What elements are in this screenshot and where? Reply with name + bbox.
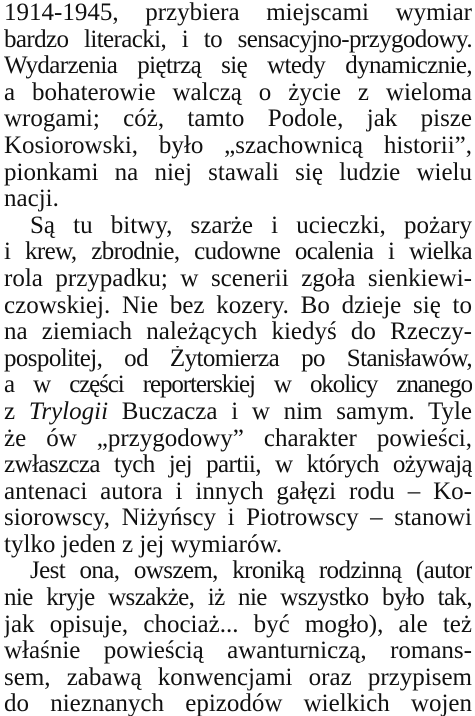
text-line: nie kryje wszakże, iż nie wszystko było tak, — [4, 585, 472, 612]
text-line: pospolitej, od Żytomierza po Stanisławów, — [4, 345, 472, 372]
article-column — [4, 0, 472, 716]
text-line: Są tu bitwy, szarże i ucieczki, pożary — [30, 212, 472, 239]
text-line: czowskiej. Nie bez kozery. Bo dzieje się to — [4, 292, 472, 319]
text-line: 1914-1945, przybiera miejscami wymiar — [4, 0, 472, 26]
text-line — [4, 399, 472, 426]
book-title-italic: Trylogii — [28, 398, 109, 425]
paragraph-2 — [4, 213, 472, 559]
text-line: antenaci autora i innych gałęzi rodu – Ko- — [4, 478, 472, 505]
text-line: Kosiorowski, było „szachownicą historii”, — [4, 132, 472, 159]
text-line: do nieznanych epizodów wielkich wojen — [4, 691, 472, 716]
text-line: Wydarzenia piętrzą się wtedy dynamicznie, — [4, 53, 472, 80]
text-line: a w części reporterskiej w okolicy znanego — [4, 372, 472, 399]
text-line: wrogami; cóż, tamto Podole, jak pisze — [4, 106, 472, 133]
text-line: tylko jeden z jej wymiarów. — [4, 531, 283, 558]
text-line: pionkami na niej stawali się ludzie wielu — [4, 159, 472, 186]
text-line: bardzo literacki, i to sensacyjno-przygodowy. — [4, 26, 472, 53]
text-line: że ów „przygodowy” charakter powieści, — [4, 425, 472, 452]
text-fragment: Buczacza i w nim samym. Tyle — [121, 398, 472, 425]
paragraph-3 — [4, 558, 472, 716]
text-line: siorowscy, Niżyńscy i Piotrowscy – stanowi — [4, 505, 472, 532]
text-line: nacji. — [4, 186, 59, 213]
text-line: zwłaszcza tych jej partii, w których ożywają — [4, 452, 472, 479]
text-line: a bohaterowie walczą o życie z wieloma — [4, 79, 472, 106]
text-fragment: z — [4, 398, 16, 425]
text-line: i krew, zbrodnie, cudowne ocalenia i wielka — [4, 239, 472, 266]
text-line: rola przypadku; w scenerii zgoła sienkiewi- — [4, 265, 472, 292]
text-line: właśnie powieścią awanturniczą, romans- — [4, 638, 472, 665]
text-line: sem, zabawą konwencjami oraz przypisem — [4, 664, 472, 691]
text-line: Jest ona, owszem, kroniką rodzinną (autor — [30, 558, 472, 585]
text-line: jak opisuje, chociaż... być mogło), ale też — [4, 611, 472, 638]
text-line: na ziemiach należących kiedyś do Rzeczy- — [4, 319, 472, 346]
paragraph-1 — [4, 0, 472, 213]
